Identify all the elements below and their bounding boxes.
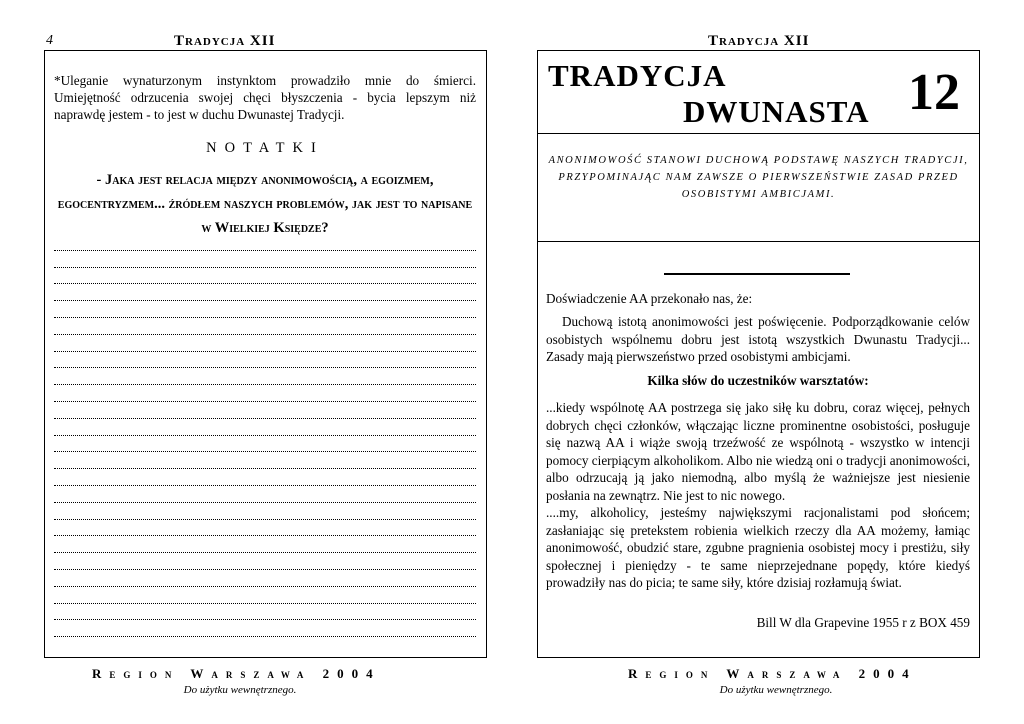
note-line[interactable] — [54, 318, 476, 335]
note-line[interactable] — [54, 553, 476, 570]
note-line[interactable] — [54, 368, 476, 385]
note-line[interactable] — [54, 620, 476, 637]
quote-text: ...kiedy wspólnotę AA postrzega się jako siłę ku dobru, coraz więcej, pełnych dobrych chęci członków, włączając liczne prominentne osobistości, posługuje się nazwą AA i wiąże swoją trzeźwość ze wspólnotą - wszystko w intencji pomocy cierpiącym alkoholikom. Albo nie wiedzą oni o tradycji anonimowości, albo odrzucają ją jako niemodną, albo myślą że ważniejsze jest niesienie posłania na zewnątrz. Nie jest to nic nowego. ....my, alkoholicy, jesteśmy największymi racjonalistami pod słońcem; zasłaniając się pretekstem robienia wielkich rzeczy dla AA możemy, łamiąc anonimowość, obudzić stare, zgubne pragnienia osobistej mocy i prestiżu, siły społecznej i pieniędzy - te same nieprzejednane popędy, które kiedyś prowadziły nas do picia; te same siły, które dzisiaj rozłamują świat. — [546, 400, 970, 590]
note-line[interactable] — [54, 469, 476, 486]
note-line[interactable] — [54, 352, 476, 369]
note-line[interactable] — [54, 251, 476, 268]
divider-rule — [664, 273, 850, 275]
intro-text: Doświadczenie AA przekonało nas, że: — [546, 291, 753, 306]
note-line[interactable] — [54, 419, 476, 436]
tradition-number: 12 — [908, 64, 960, 121]
footer-sub-left: Do użytku wewnętrznego. — [183, 684, 297, 696]
footer-right: Region Warszawa 2004 — [628, 666, 917, 681]
notes-heading: NOTATKI — [206, 140, 324, 156]
note-line[interactable] — [54, 234, 476, 251]
note-line[interactable] — [54, 486, 476, 503]
quote-signature: Bill W dla Grapevine 1955 r z BOX 459 — [756, 615, 970, 630]
note-line[interactable] — [54, 301, 476, 318]
note-line[interactable] — [54, 268, 476, 285]
note-line[interactable] — [54, 520, 476, 537]
note-line[interactable] — [54, 436, 476, 453]
note-line[interactable] — [54, 503, 476, 520]
note-line[interactable] — [54, 570, 476, 587]
running-header-left: Tradycja XII — [174, 33, 276, 49]
note-line[interactable] — [54, 385, 476, 402]
tradition-motto: ANONIMOWOŚĆ STANOWI DUCHOWĄ PODSTAWĘ NASZYCH TRADYCJI, PRZYPOMINAJĄC NAM ZAWSZE O PIERWSZEŃSTWIE ZASAD PRZED OSOBISTYMI AMBICJAMI. — [548, 155, 969, 200]
note-line[interactable] — [54, 604, 476, 621]
note-line[interactable] — [54, 335, 476, 352]
note-line[interactable] — [54, 402, 476, 419]
title-line-2: DWUNASTA — [683, 94, 870, 129]
running-header-right: Tradycja XII — [708, 33, 810, 49]
paragraph-1: Duchową istotą anonimowości jest poświęcenie. Podporządkowanie celów osobistych wspólnemu dobru jest istotą wszystkich Dwunastu Tradycji... Zasady mają pierwszeństwo przed osobistymi ambicjami. — [546, 314, 970, 364]
note-line[interactable] — [54, 536, 476, 553]
footer-sub-right: Do użytku wewnętrznego. — [719, 684, 833, 696]
notes-question: - Jaka jest relacja między anonimowością, a egoizmem, egocentryzmem... źródłem naszych problemów, jak jest to napisane w Wielkiej Księdze? — [57, 172, 473, 236]
notes-lines — [54, 234, 476, 637]
footer-left: Region Warszawa 2004 — [92, 666, 381, 681]
title-line-1: TRADYCJA — [548, 58, 727, 93]
note-line[interactable] — [54, 587, 476, 604]
page-number: 4 — [46, 33, 53, 48]
footnote-text: *Uleganie wynaturzonym instynktom prowadziło mnie do śmierci. Umiejętność odrzucenia swojej chęci błyszczenia - bycia lepszym niż naprawdę jestem - to jest w duchu Dwunastej Tradycji. — [54, 73, 476, 122]
workshop-subheading: Kilka słów do uczestników warsztatów: — [647, 373, 869, 388]
note-line[interactable] — [54, 452, 476, 469]
note-line[interactable] — [54, 284, 476, 301]
